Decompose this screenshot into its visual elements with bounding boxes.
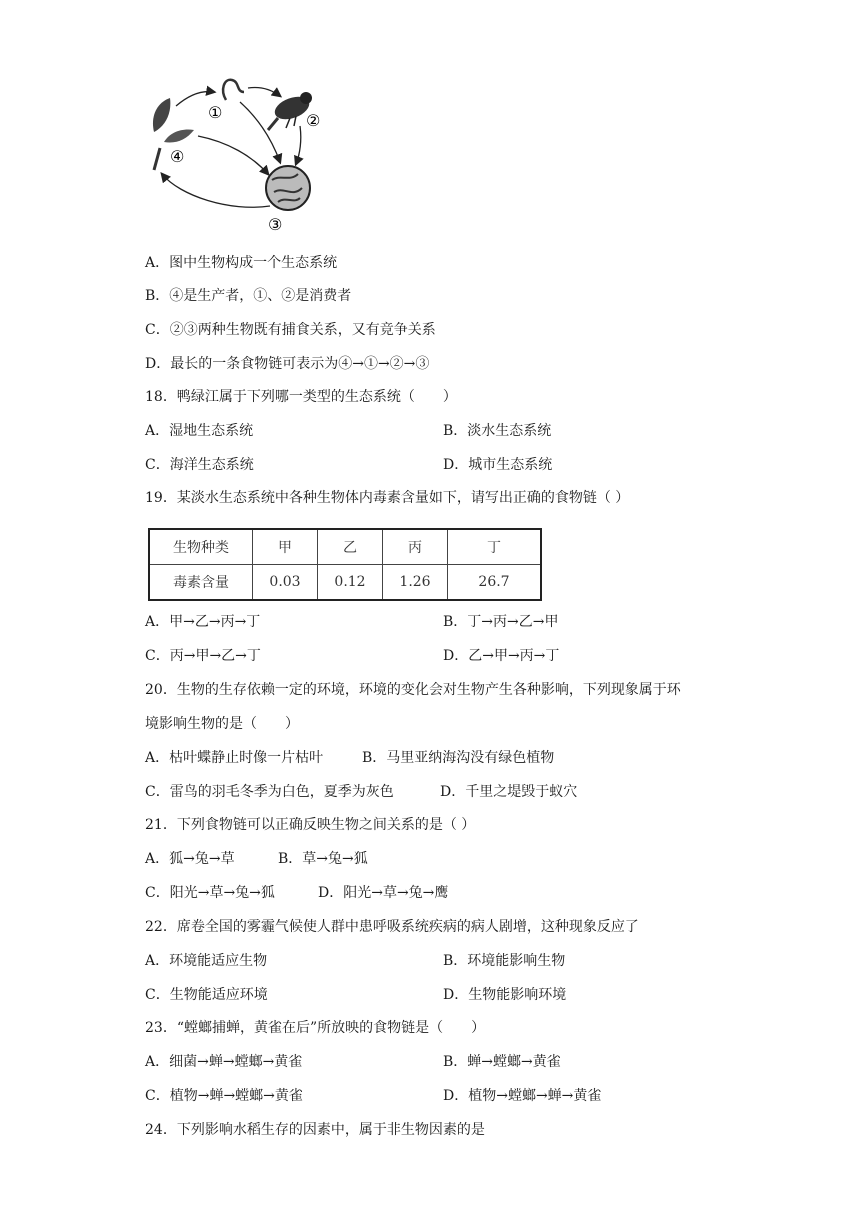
q20-stem-line2: 境影响生物的是（ ） bbox=[145, 716, 299, 732]
table-cell: 26.7 bbox=[448, 565, 542, 601]
table-cell: 乙 bbox=[318, 529, 383, 565]
q21-stem: 21．下列食物链可以正确反映生物之间关系的是（ ） bbox=[145, 817, 476, 833]
q20-option-c: C．雷鸟的羽毛冬季为白色，夏季为灰色 bbox=[145, 784, 394, 800]
q18-stem: 18．鸭绿江属于下列哪一类型的生态系统（ ） bbox=[145, 389, 457, 405]
q21-option-c: C．阳光→草→兔→狐 bbox=[145, 885, 275, 901]
label-4: ④ bbox=[170, 147, 185, 166]
q23-option-a: A．细菌→蝉→螳螂→黄雀 bbox=[145, 1054, 303, 1070]
q22-option-c: C．生物能适应环境 bbox=[145, 987, 268, 1003]
toxin-table bbox=[148, 528, 542, 601]
table-cell: 1.26 bbox=[383, 565, 448, 601]
q23-option-b: B．蝉→螳螂→黄雀 bbox=[443, 1054, 561, 1070]
q19-option-a: A．甲→乙→丙→丁 bbox=[145, 614, 261, 630]
label-2: ② bbox=[306, 111, 321, 130]
q18-option-a: A．湿地生态系统 bbox=[145, 423, 254, 439]
q17-option-b: B．④是生产者，①、②是消费者 bbox=[145, 288, 352, 304]
table-cell: 甲 bbox=[253, 529, 318, 565]
label-1: ① bbox=[208, 103, 223, 122]
q19-stem: 19．某淡水生态系统中各种生物体内毒素含量如下，请写出正确的食物链（ ） bbox=[145, 490, 630, 506]
q20-stem-line1: 20．生物的生存依赖一定的环境，环境的变化会对生物产生各种影响，下列现象属于环 bbox=[145, 682, 681, 698]
table-cell: 丁 bbox=[448, 529, 542, 565]
q20-option-d: D．千里之堤毁于蚁穴 bbox=[440, 784, 578, 800]
q17-option-a: A．图中生物构成一个生态系统 bbox=[145, 255, 338, 271]
q17-option-c: C．②③两种生物既有捕食关系，又有竞争关系 bbox=[145, 322, 436, 338]
q21-option-b: B．草→兔→狐 bbox=[278, 851, 368, 867]
worm-icon bbox=[223, 80, 244, 100]
table-cell: 生物种类 bbox=[149, 529, 253, 565]
q22-option-b: B．环境能影响生物 bbox=[443, 953, 566, 969]
q19-option-c: C．丙→甲→乙→丁 bbox=[145, 648, 261, 664]
q22-stem: 22．席卷全国的雾霾气候使人群中患呼吸系统疾病的病人剧增，这种现象反应了 bbox=[145, 919, 639, 935]
table-cell: 丙 bbox=[383, 529, 448, 565]
q22-option-a: A．环境能适应生物 bbox=[145, 953, 268, 969]
table-cell: 0.03 bbox=[253, 565, 318, 601]
q19-option-d: D．乙→甲→丙→丁 bbox=[443, 648, 560, 664]
q21-option-d: D．阳光→草→兔→鹰 bbox=[318, 885, 449, 901]
decomposer-icon bbox=[266, 166, 310, 210]
q18-option-b: B．淡水生态系统 bbox=[443, 423, 552, 439]
q22-option-d: D．生物能影响环境 bbox=[443, 987, 567, 1003]
q19-option-b: B．丁→丙→乙→甲 bbox=[443, 614, 559, 630]
label-3: ③ bbox=[268, 215, 283, 234]
table-cell: 0.12 bbox=[318, 565, 383, 601]
q18-option-d: D．城市生态系统 bbox=[443, 457, 553, 473]
q24-stem: 24．下列影响水稻生存的因素中，属于非生物因素的是 bbox=[145, 1122, 485, 1138]
q23-option-c: C．植物→蝉→螳螂→黄雀 bbox=[145, 1088, 303, 1104]
q23-stem: 23．“螳螂捕蝉，黄雀在后”所放映的食物链是（ ） bbox=[145, 1020, 486, 1036]
q17-option-d: D．最长的一条食物链可表示为④→①→②→③ bbox=[145, 356, 430, 372]
table-cell: 毒素含量 bbox=[149, 565, 253, 601]
q18-option-c: C．海洋生态系统 bbox=[145, 457, 254, 473]
food-web-diagram bbox=[140, 70, 340, 235]
q20-option-a: A．枯叶蝶静止时像一片枯叶 bbox=[145, 750, 324, 766]
table-row bbox=[149, 565, 541, 601]
table-header-row bbox=[149, 529, 541, 565]
q21-option-a: A．狐→兔→草 bbox=[145, 851, 235, 867]
q20-option-b: B．马里亚纳海沟没有绿色植物 bbox=[362, 750, 555, 766]
q23-option-d: D．植物→螳螂→蝉→黄雀 bbox=[443, 1088, 602, 1104]
